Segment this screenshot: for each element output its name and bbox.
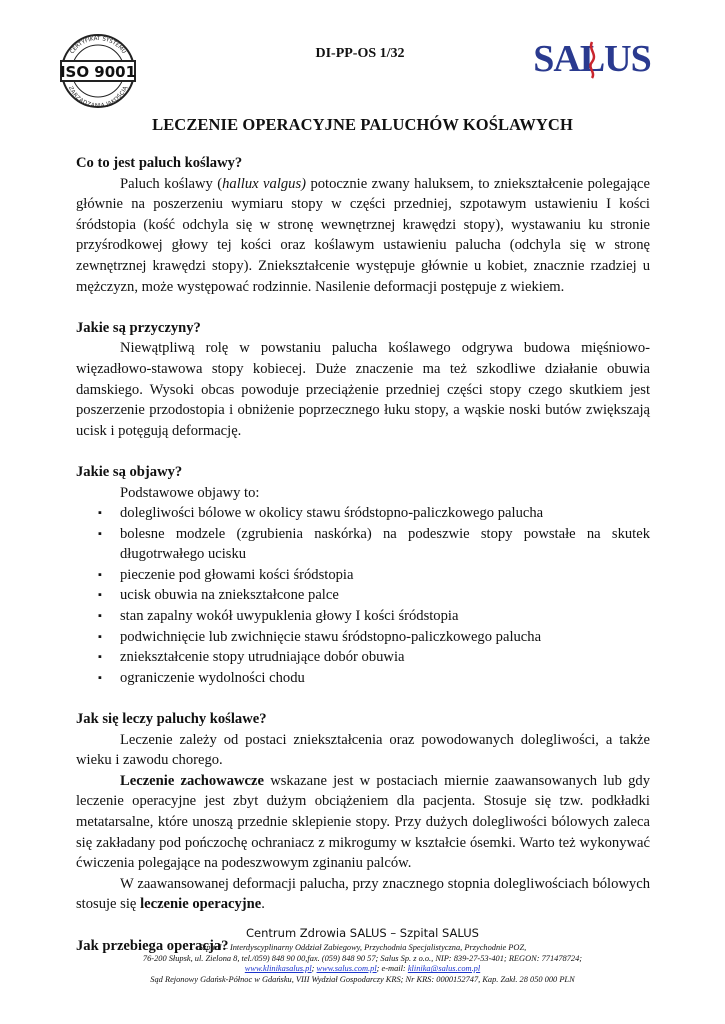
salus-logo-text: SALUS	[533, 38, 651, 80]
iso-logo-main-text: ISO 9001	[59, 63, 137, 81]
list-item: ▪ ucisk obuwia na zniekształcone palce	[76, 585, 650, 606]
list-item: ▪ stan zapalny wokół uwypuklenia głowy I kości śródstopia	[76, 606, 650, 627]
footer-title: Centrum Zdrowia SALUS – Szpital SALUS	[246, 926, 479, 940]
section-paragraph: Leczenie zależy od postaci zniekształcenia oraz powodowanych dolegliwości, a także wieku i zawodu chorego.	[76, 731, 650, 769]
list-item: ▪ dolegliwości bólowe w okolicy stawu śródstopno-paliczkowego palucha	[76, 503, 650, 524]
document-code: DI-PP-OS 1/32	[315, 46, 405, 61]
section-heading-what-is: Co to jest paluch koślawy?	[76, 155, 243, 171]
section-heading-symptoms: Jakie są objawy?	[76, 463, 183, 480]
page-title: LECZENIE OPERACYJNE PALUCHÓW KOŚLAWYCH	[152, 115, 573, 134]
footer-links: www.klinikasalus.pl; www.salus.com.pl; e-mail: klinika@salus.com.pl	[244, 964, 481, 974]
section-heading-treatment: Jak się leczy paluchy koślawe?	[76, 711, 267, 728]
symptoms-list	[76, 503, 650, 688]
website-link-klinikasalus[interactable]: www.klinikasalus.pl	[244, 964, 312, 974]
section-paragraph: Niewątpliwą rolę w powstaniu palucha koślawego odgrywa budowa mięśniowo-więzadłowo-stawowa stopy kobiecej. Duże znaczenie ma też szkodliwe działanie obuwia damskiego. Wysoki obcas powoduje przeciążenie przedniej części stopy czego skutkiem jest poszerzenie przodostopia i obniżenie poprzecznego łuku stopy, a wąskie noski butów zwiększają ucisk i potęgują deformację.	[76, 340, 650, 439]
section-paragraph: W zaawansowanej deformacji palucha, przy znacznego stopnia dolegliwościach bólowych stosuje się leczenie operacyjne.	[76, 875, 650, 913]
section-heading-causes: Jakie są przyczyny?	[76, 319, 201, 336]
section-paragraph: Leczenie zachowawcze wskazane jest w postaciach miernie zaawansowanych lub gdy leczenie operacyjne jest zbyt dużym obciążeniem dla pacjenta. Stosuje się tzw. podkładki metatarsalne, które unoszą przednie sklepienie stopy. Przy dużych dolegliwości bólowych zaleca się zakładany pod pończochę ochraniacz z mikrogumy w kształcie ósemki. Warto też wykonywać ćwiczenia polegające na podeszwowym zginaniu palców.	[76, 772, 650, 872]
section-heading-surgery: Jak przebiega operacja?	[76, 937, 229, 954]
salus-logo	[530, 36, 654, 80]
list-item: ▪ pieczenie pod głowami kości śródstopia	[76, 565, 650, 586]
iso-logo-bottom-text: ZARZĄDZANIA JAKOŚCIĄ	[66, 85, 130, 110]
page-footer	[0, 926, 725, 985]
list-item: ▪ zniekształcenie stopy utrudniające dobór obuwia	[76, 647, 650, 668]
section-paragraph: Paluch koślawy (hallux valgus) potocznie zwany haluksem, to zniekształcenie polegające głównie na poszerzeniu wymiaru stopy w części przedniej, szpotawym ustawieniu I kości śródstopia (kość odchyla się w stronę wewnętrznej krawędzi stopy), wystawaniu ku stronie przyśrodkowej głowy tej kości oraz koślawym ustawieniu palucha (odchyla się w stronę zewnętrznej krawędzi stopy). Zniekształcenie występuje głównie u kobiet, znacznie rzadziej u mężczyzn, może występować rodzinnie. Nasilenie deformacji postępuje z wiekiem.	[76, 175, 650, 295]
svg-text:CERTYFIKAT SYSTEMU	[69, 36, 126, 55]
footer-line: Sąd Rejonowy Gdańsk-Północ w Gdańsku, VIII Wydział Gospodarczy KRS; Nr KRS: 0000152747, Kap. Zakł. 28 050 000 PLN	[150, 974, 575, 984]
footer-line: 76-200 Słupsk, ul. Zielona 8, tel./059) 848 90 00,fax. (059) 848 90 57; Salus Sp. z o.o., NIP: 839-27-53-401; REGON: 771478724;	[142, 953, 583, 963]
list-item: ▪ bolesne modzele (zgrubienia naskórka) na podeszwie stopy powstałe na skutek długotrwałego ucisku	[76, 524, 650, 565]
website-link-salus[interactable]: www.salus.com.pl	[316, 964, 377, 974]
iso-9001-logo	[58, 32, 138, 110]
list-item: ▪ podwichnięcie lub zwichnięcie stawu śródstopno-paliczkowego palucha	[76, 627, 650, 648]
document-body	[76, 153, 650, 956]
symptoms-intro: Podstawowe objawy to:	[120, 484, 260, 501]
list-item: ▪ ograniczenie wydolności chodu	[76, 668, 650, 689]
footer-line: Szpital – Interdyscyplinarny Oddział Zabiegowy, Przychodnia Specjalistyczna, Przychodnie POZ,	[198, 943, 527, 952]
email-link[interactable]: klinika@salus.com.pl	[407, 964, 481, 974]
iso-logo-top-text: CERTYFIKAT SYSTEMU	[69, 35, 127, 56]
